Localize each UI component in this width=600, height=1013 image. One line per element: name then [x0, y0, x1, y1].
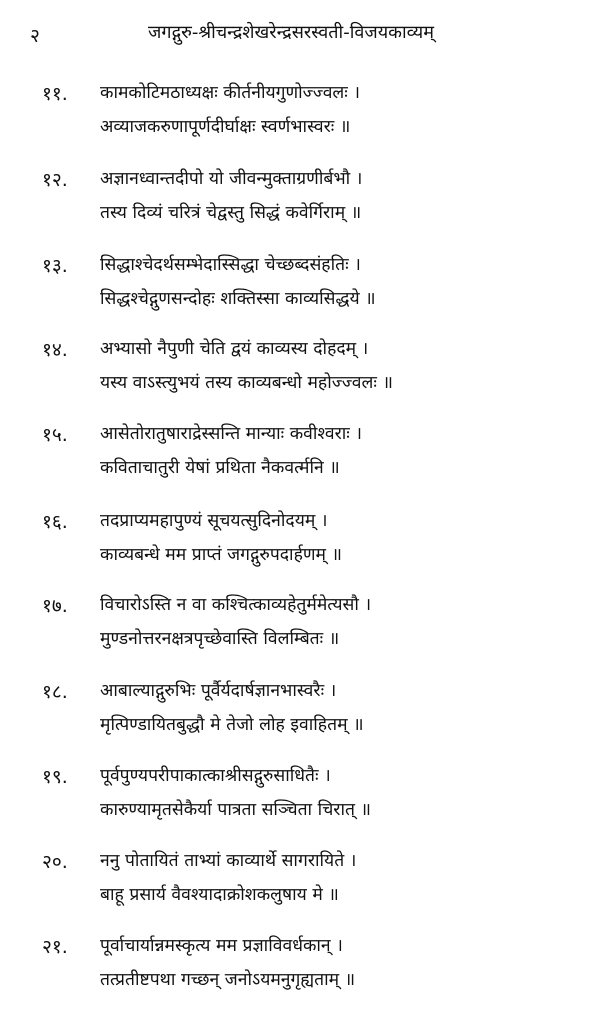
- verse-number: २१.: [42, 936, 68, 958]
- verse-line-1: आबाल्याद्गुरुभिः पूर्वैर्यदार्षज्ञानभास्वरैः ।: [100, 681, 337, 701]
- verse-number: १६.: [42, 511, 68, 533]
- running-title: जगद्गुरु-श्रीचन्द्रशेखरेन्द्रसरस्वती-विजयकाव्यम्: [148, 22, 435, 43]
- verse-line-1: तदप्राप्यमहापुण्यं सूचयत्सुदिनोदयम् ।: [100, 511, 328, 531]
- verse-line-1: कामकोटिमठाध्यक्षः कीर्तनीयगुणोज्ज्वलः ।: [100, 83, 361, 103]
- verse-line-2: काव्यबन्धे मम प्राप्तं जगद्गुरुपदार्हणम् ॥: [100, 545, 343, 565]
- verse-13: [0, 252, 600, 332]
- verse-line-1: सिद्धाश्चेदर्थसम्भेदास्सिद्धा चेच्छब्दसंहतिः ।: [100, 255, 361, 275]
- verse-line-2: तत्प्रतीष्टपथा गच्छन् जनोऽयमनुगृह्यताम् ॥: [100, 970, 356, 990]
- verse-line-2: सिद्धश्चेद्गुणसन्दोहः शक्तिस्सा काव्यसिद्धये ॥: [100, 289, 376, 309]
- verse-line-1: विचारोऽस्ति न वा कश्चित्काव्यहेतुर्ममेत्यसौ ।: [100, 595, 372, 615]
- verse-line-1: ननु पोतायितं ताभ्यां काव्यार्थे सागरायिते ।: [100, 851, 357, 871]
- verse-number: १४.: [42, 339, 68, 361]
- verse-line-1: पूर्वपुण्यपरीपाकात्काश्रीसद्गुरुसाधितैः ।: [100, 766, 331, 786]
- verse-18: [0, 678, 600, 758]
- verse-line-2: कविताचातुरी येषां प्रथिता नैकवर्त्मनि ॥: [100, 458, 340, 478]
- verse-line-1: अज्ञानध्वान्तदीपो यो जीवन्मुक्ताग्रणीर्बभौ ।: [100, 169, 363, 189]
- verse-21: [0, 933, 600, 1013]
- verse-15: [0, 421, 600, 501]
- verse-line-2: अव्याजकरुणापूर्णदीर्घाक्षः स्वर्णभास्वरः ॥: [100, 117, 351, 137]
- verse-number: १९.: [42, 766, 68, 788]
- verse-20: [0, 848, 600, 928]
- verse-number: २०.: [42, 851, 68, 873]
- verse-line-2: कारुण्यामृतसेकैर्या पात्रता सञ्चिता चिरात् ॥: [100, 800, 372, 820]
- verse-line-2: मुण्डनोत्तरनक्षत्रपृच्छेवास्ति विलम्बितः ॥: [100, 629, 340, 649]
- verse-11: [0, 80, 600, 160]
- verse-line-2: तस्य दिव्यं चरित्रं चेद्वस्तु सिद्धं कवेर्गिराम् ॥: [100, 203, 362, 223]
- verse-line-1: अभ्यासो नैपुणी चेति द्वयं काव्यस्य दोहदम् ।: [100, 339, 369, 359]
- verse-12: [0, 166, 600, 246]
- verse-17: [0, 592, 600, 672]
- verse-line-1: आसेतोरातुषाराद्रेस्सन्ति मान्याः कवीश्वराः ।: [100, 424, 363, 444]
- verse-number: १८.: [42, 681, 68, 703]
- verse-line-2: यस्य वाऽस्त्युभयं तस्य काव्यबन्धो महोज्ज्वलः ॥: [100, 373, 393, 393]
- verse-number: १२.: [42, 169, 68, 191]
- verse-line-2: बाहू प्रसार्य वैवश्यादाक्रोशकलुषाय मे ॥: [100, 885, 339, 905]
- verse-line-2: मृत्पिण्डायितबुद्धौ मे तेजो लोह इवाहितम् ॥: [100, 715, 364, 735]
- verse-number: १७.: [42, 595, 68, 617]
- verse-number: १३.: [42, 255, 68, 277]
- verse-line-1: पूर्वाचार्यान्नमस्कृत्य मम प्रज्ञाविवर्धकान् ।: [100, 936, 343, 956]
- verse-14: [0, 336, 600, 416]
- verse-19: [0, 763, 600, 843]
- page-number: २: [30, 25, 40, 47]
- verse-number: ११.: [42, 83, 68, 105]
- verse-16: [0, 508, 600, 588]
- verse-number: १५.: [42, 424, 68, 446]
